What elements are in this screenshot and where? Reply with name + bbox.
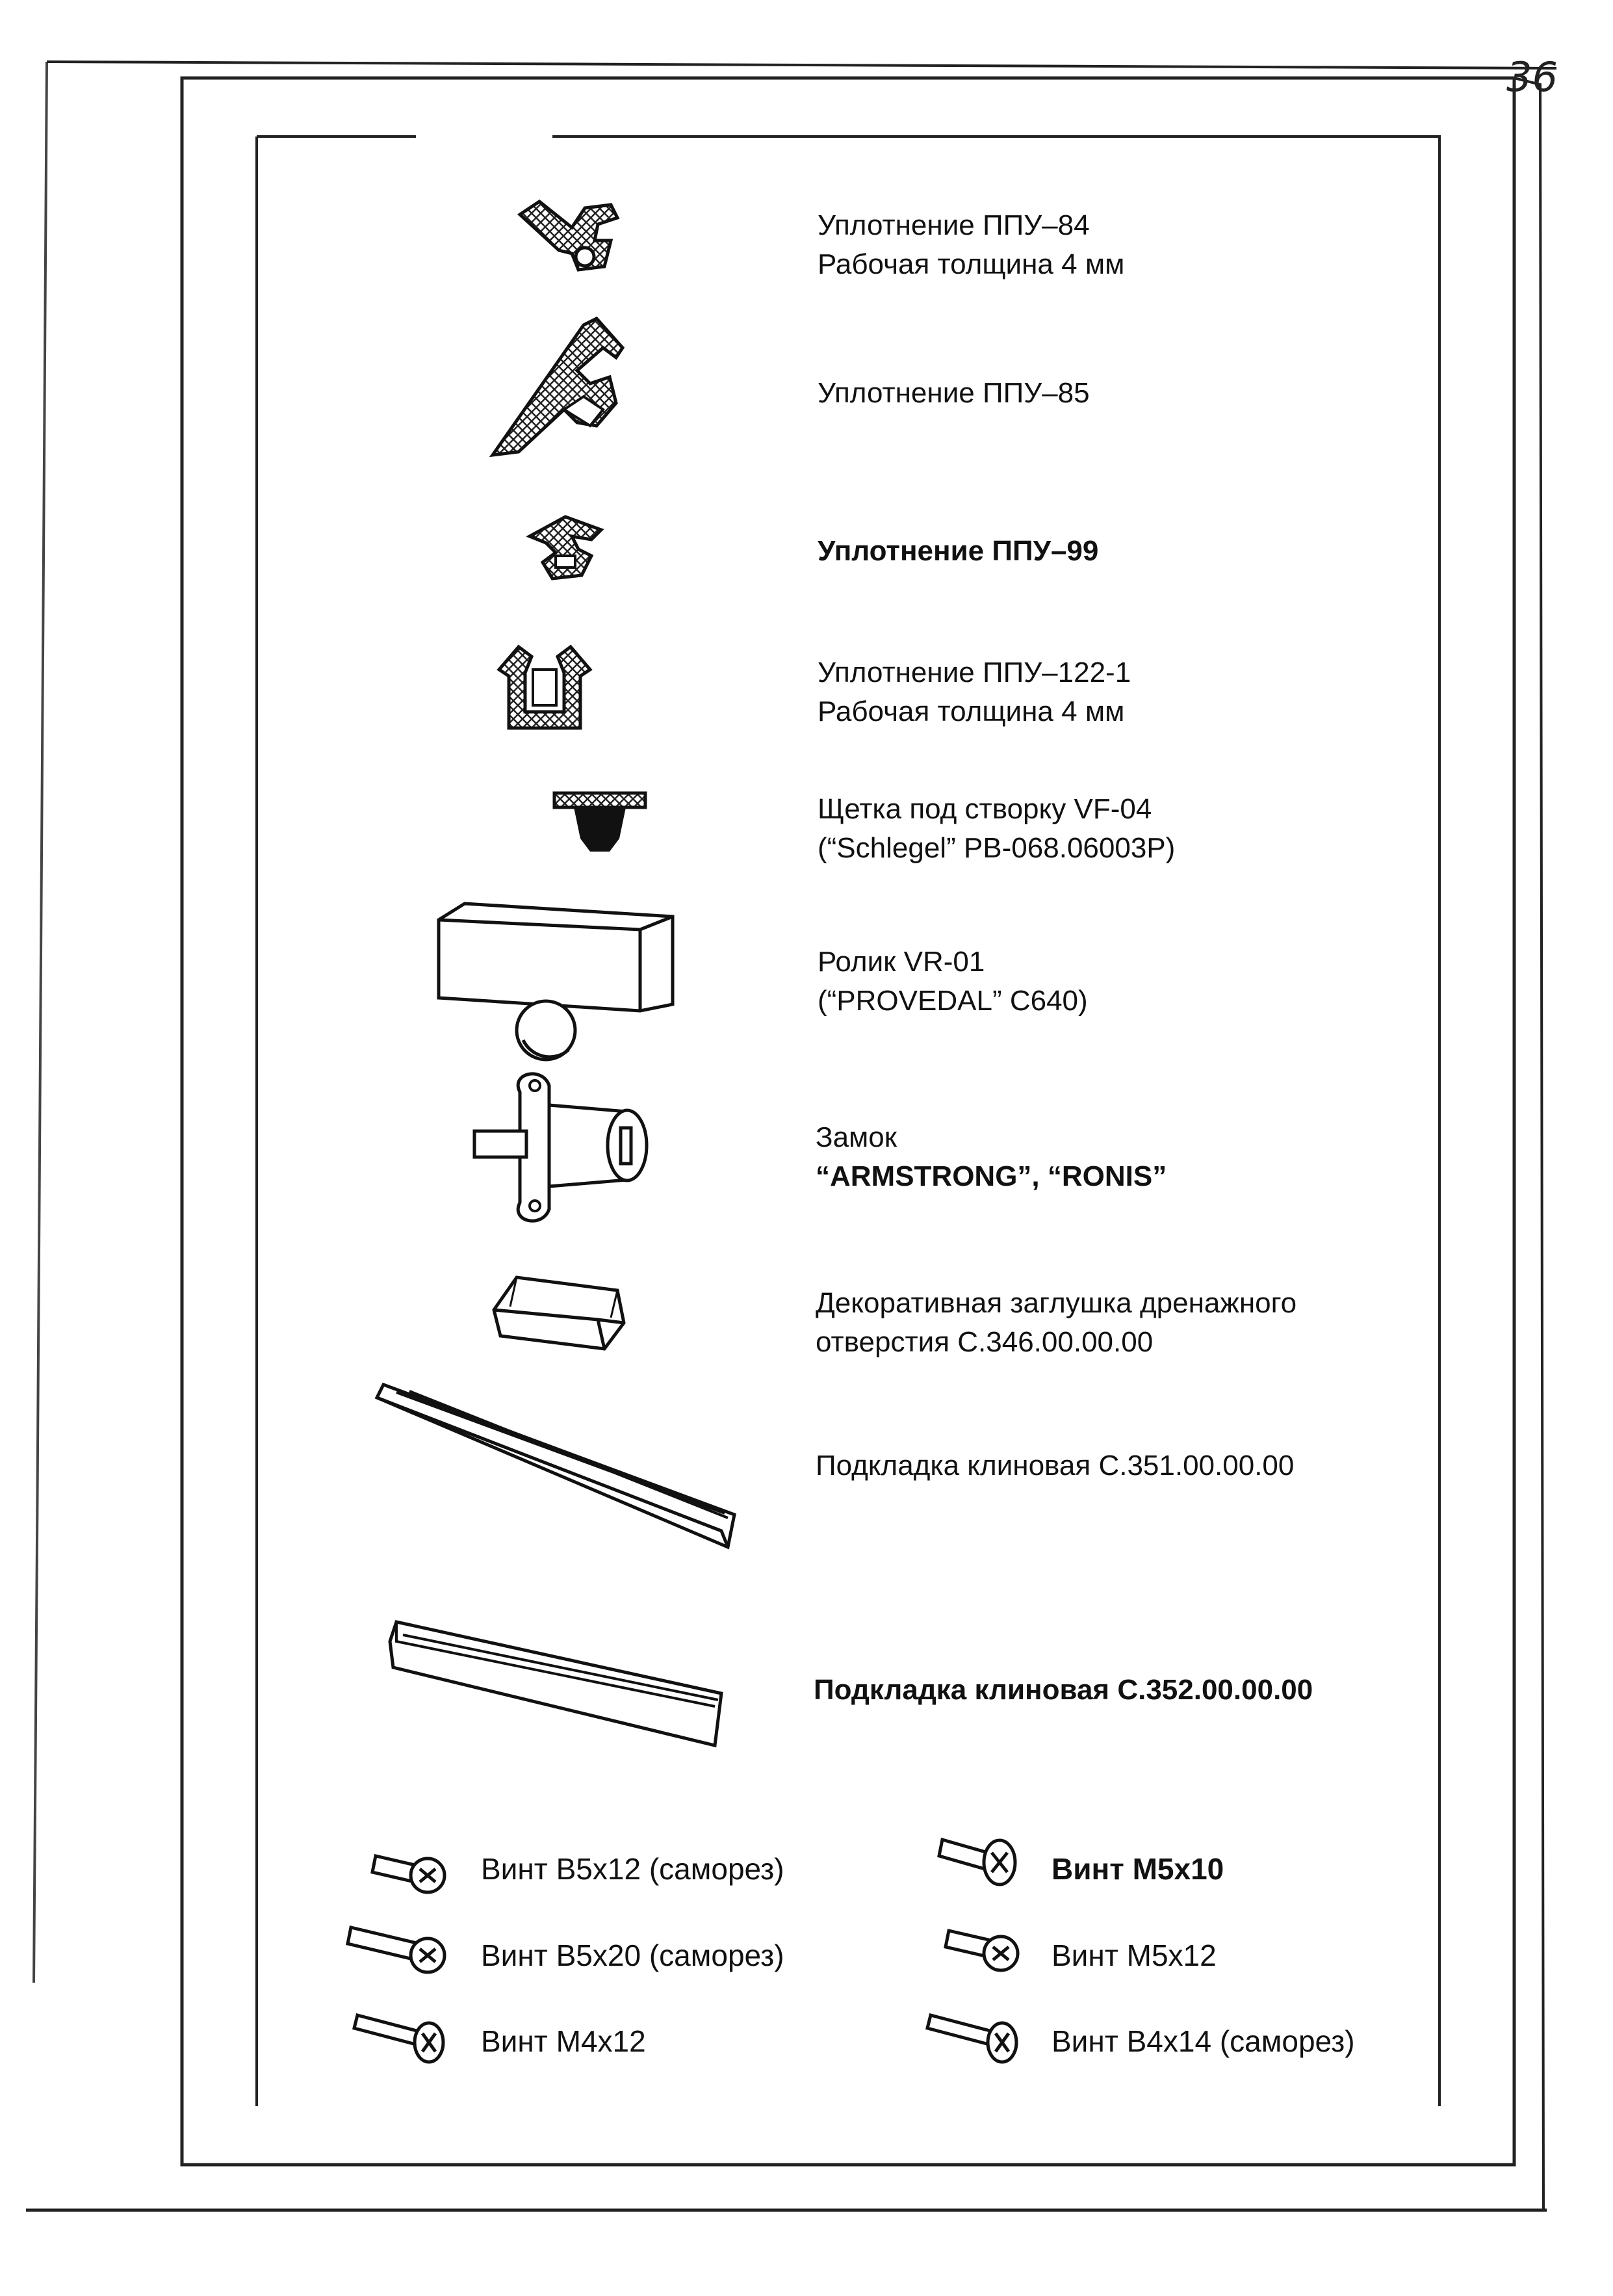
item-wedge351-label	[816, 1446, 1294, 1485]
seal-ppu122-icon	[486, 637, 603, 735]
screw-b5x20-icon	[344, 1918, 448, 1983]
item-ppu84-line2: Рабочая толщина 4 мм	[818, 248, 1125, 280]
page-number: 36	[1506, 53, 1558, 101]
item-wedge351-line1: Подкладка клиновая С.351.00.00.00	[816, 1450, 1295, 1481]
item-roller-label	[818, 943, 1088, 1021]
drain-plug-icon	[487, 1271, 630, 1355]
screw-m5x12-label: Винт М5х12	[1052, 1938, 1217, 1972]
seal-ppu99-icon	[526, 510, 604, 582]
item-ppu99-label	[818, 532, 1098, 571]
item-roller-line2: (“PROVEDAL” C640)	[818, 985, 1088, 1017]
item-wedge352-label	[814, 1671, 1313, 1710]
screw-b5x20-label: Винт В5х20 (саморез)	[481, 1938, 784, 1972]
item-ppu122-label	[818, 653, 1131, 731]
screw-m4x12-label: Винт М4х12	[481, 2024, 646, 2058]
screw-m4x12-icon	[351, 2002, 448, 2074]
item-ppu122-line1: Уплотнение ППУ–122-1	[818, 657, 1131, 688]
item-plug-line2: отверстия С.346.00.00.00	[816, 1326, 1154, 1358]
screw-m5x12-icon	[942, 1918, 1020, 1983]
item-ppu122-line2: Рабочая толщина 4 мм	[818, 696, 1125, 727]
item-ppu84-label	[818, 206, 1124, 284]
item-plug-line1: Декоративная заглушка дренажного	[816, 1287, 1297, 1319]
brush-icon	[551, 790, 649, 855]
item-ppu85-line1: Уплотнение ППУ–85	[818, 377, 1090, 409]
item-lock-label	[816, 1118, 1167, 1196]
screw-m5x10-label: Винт М5х10	[1052, 1852, 1224, 1886]
item-roller-line1: Ролик VR-01	[818, 946, 985, 978]
item-lock-line2: “ARMSTRONG”, “RONIS”	[816, 1160, 1167, 1192]
item-plug-label	[816, 1284, 1297, 1362]
item-ppu84-line1: Уплотнение ППУ–84	[818, 209, 1090, 241]
item-brush-line1: Щетка под створку VF-04	[818, 793, 1152, 825]
wedge-351-icon	[370, 1378, 741, 1554]
screw-b5x12-label: Винт В5х12 (саморез)	[481, 1852, 784, 1886]
item-ppu85-label	[818, 374, 1090, 413]
lock-icon	[465, 1066, 660, 1229]
screw-b4x14-label: Винт В4х14 (саморез)	[1052, 2024, 1355, 2058]
seal-ppu84-icon	[513, 195, 630, 280]
item-lock-line1: Замок	[816, 1121, 897, 1153]
screw-b5x12-icon	[369, 1843, 447, 1901]
item-brush-line2: (“Schlegel” PB-068.06003P)	[818, 832, 1176, 864]
roller-icon	[432, 900, 679, 1069]
item-ppu99-line1: Уплотнение ППУ–99	[818, 535, 1099, 567]
seal-ppu85-icon	[486, 312, 642, 462]
wedge-352-icon	[383, 1615, 728, 1758]
item-brush-label	[818, 790, 1175, 868]
item-wedge352-line1: Подкладка клиновая С.352.00.00.00	[814, 1674, 1313, 1706]
screw-m5x10-icon	[936, 1827, 1020, 1898]
screw-b4x14-icon	[924, 2002, 1022, 2074]
